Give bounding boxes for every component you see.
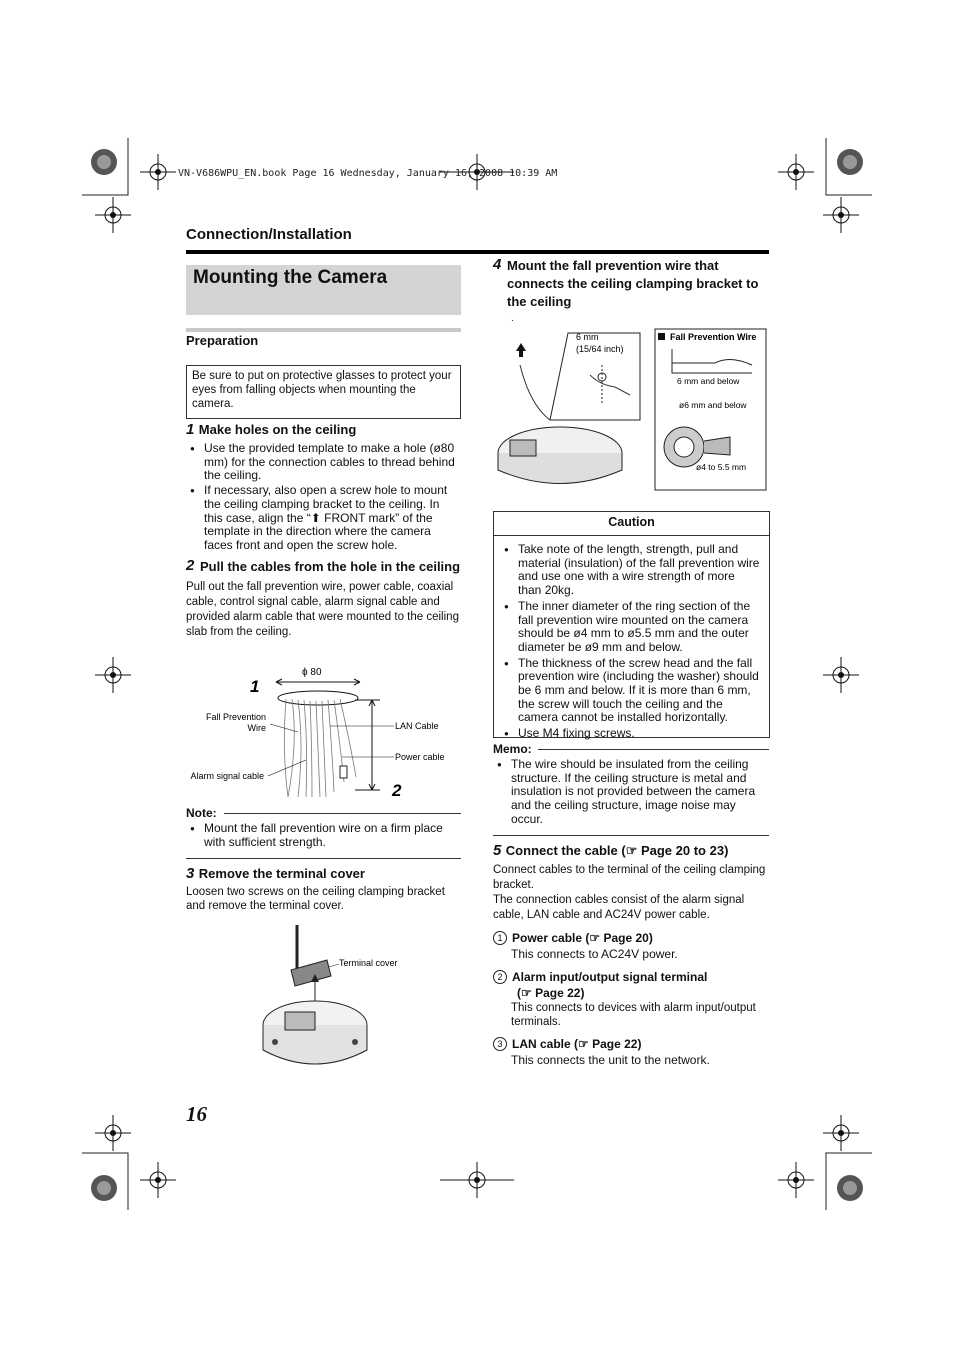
header-rule (186, 250, 769, 254)
step3 (186, 865, 461, 913)
camera-terminal (510, 440, 536, 456)
caution-bullet: ● The thickness of the screw head and the fall prevention wire (including the washer) should be 6 mm and below. If it is more than 6 mm, the screw will touch the ceiling and the camera cannot be installed horizontally. (500, 657, 761, 726)
bracket-screw (352, 1039, 358, 1045)
circle-number: 1 (493, 931, 507, 945)
terminal-cover-label: Terminal cover (339, 958, 398, 968)
cable-item-desc: This connects to devices with alarm input/output terminals. (511, 1002, 756, 1028)
caution-box (493, 511, 770, 741)
fall-wire-label: Fall Prevention (205, 712, 266, 722)
step3-number: 3 (186, 865, 195, 882)
title-box (186, 265, 461, 315)
step2 (186, 558, 461, 640)
fig-step-1: 1 (250, 677, 260, 696)
cable-item-title: LAN cable (☞ Page 22) (512, 1037, 642, 1051)
step1-bullet: ● If necessary, also open a screw hole to mount the ceiling clamping bracket to the ceiling. In this case, align the “⬆ FRONT mark” of the template in the direction where the camera faces front and open the screw hole. (186, 484, 461, 553)
ceiling-hole (278, 691, 358, 705)
note-end-rule (186, 858, 461, 859)
circle-number: 2 (493, 970, 507, 984)
up-arrow-icon (516, 343, 526, 357)
step1-title: Make holes on the ceiling (198, 422, 357, 437)
step4 (493, 257, 769, 324)
memo-label: Memo: (493, 742, 532, 756)
note-label: Note: (186, 806, 217, 820)
section-heading: Connection/Installation (186, 226, 352, 243)
phi4-label: ø4 to 5.5 mm (696, 462, 747, 472)
cable-item-3 (493, 1035, 769, 1068)
ring-inner (674, 437, 694, 457)
fall-wire-label: Wire (247, 723, 266, 733)
page-title: Mounting the Camera (193, 267, 388, 288)
lan-connector (340, 766, 347, 778)
bracket-screw (272, 1039, 278, 1045)
step5-text: Connect cables to the terminal of the ceiling clamping bracket. (493, 864, 766, 891)
terminal-cover-figure (255, 920, 455, 1080)
step3-title: Remove the terminal cover (198, 866, 365, 881)
leader-terminal (329, 964, 339, 967)
page-number: 16 (186, 1102, 207, 1126)
caution-heading: Caution (608, 515, 655, 529)
preparation-heading: Preparation (186, 333, 259, 348)
below6-label: 6 mm and below (677, 376, 740, 386)
cable-item-desc: This connects the unit to the network. (511, 1053, 710, 1067)
fall-wire-figure (490, 325, 770, 495)
cable-item-1 (493, 929, 769, 962)
cables-figure (180, 662, 465, 802)
memo-bullet: ● The wire should be insulated from the ceiling structure. If the ceiling structure is metal and insulation is not provided between the camera and the ceiling structure, image noise may occur. (493, 758, 769, 827)
cable-bundle (284, 699, 356, 797)
caution-bullet: ● Take note of the length, strength, pull and material (insulation) of the fall prevention wire and use one with a wire strength of more than 20kg. (500, 543, 761, 598)
note-bullet: ● Mount the fall prevention wire on a firm place with sufficient strength. (186, 822, 461, 849)
step4-title: Mount the fall prevention wire that connects the ceiling clamping bracket to the ceiling (507, 258, 759, 309)
mm6-label: 6 mm (576, 332, 599, 342)
caution-bullet: ● Use M4 fixing screws. (500, 727, 761, 741)
lan-label: LAN Cable (395, 721, 439, 731)
cable-item-2 (493, 968, 769, 1029)
step2-text: Pull out the fall prevention wire, power cable, coaxial cable, control signal cable, alarm signal cable and provided alarm cable that were mounted to the ceiling slab from the ceiling. (186, 581, 459, 638)
step5-number: 5 (493, 842, 502, 859)
caution-bullet: ● The inner diameter of the ring section of the fall prevention wire mounted on the camera should be ø4 mm to ø5.5 mm and the outer diameter be ø9 mm and below. (500, 600, 761, 655)
step1-number: 1 (186, 421, 195, 438)
preparation-rule (186, 328, 461, 332)
power-label: Power cable (395, 752, 445, 762)
terminal-block (285, 1012, 315, 1030)
phi6-label: ø6 mm and below (679, 400, 747, 410)
step5-title: Connect the cable (☞ Page 20 to 23) (505, 843, 729, 858)
cable-item-title-cont: (☞ Page 22) (517, 986, 585, 1000)
step3-text: Loosen two screws on the ceiling clamping bracket and remove the terminal cover. (186, 886, 445, 912)
bracket-body (263, 1025, 367, 1064)
step1 (186, 421, 461, 553)
camera-body (498, 453, 622, 484)
fpw-square-icon (658, 333, 665, 340)
step1-bullet: ● Use the provided template to make a hole (ø80 mm) for the connection cables to thread behind the ceiling. (186, 442, 461, 483)
note-rule (224, 813, 461, 814)
memo-end-rule (493, 835, 769, 836)
circle-number: 3 (493, 1037, 507, 1051)
cable-item-title: Alarm input/output signal terminal (512, 970, 708, 984)
wire-line (520, 365, 550, 420)
step2-title: Pull the cables from the hole in the ceiling (200, 559, 461, 574)
diameter-label: ϕ 80 (302, 667, 322, 678)
step4-dot: . (511, 313, 514, 324)
inch-label: (15/64 inch) (576, 344, 624, 354)
alarm-label: Alarm signal cable (190, 771, 264, 781)
preparation-note: Be sure to put on protective glasses to protect your eyes from falling objects when mounting the camera. (186, 365, 461, 419)
cable-item-desc: This connects to AC24V power. (511, 947, 678, 961)
fpw-label: Fall Prevention Wire (670, 332, 757, 342)
step5 (493, 842, 769, 1068)
cable-item-title: Power cable (☞ Page 20) (512, 931, 653, 945)
print-info: VN-V686WPU_EN.book Page 16 Wednesday, January 16, 2008 10:39 AM (178, 168, 558, 179)
memo-rule (538, 749, 769, 750)
step5-text: The connection cables consist of the alarm signal cable, LAN cable and AC24V power cable. (493, 894, 745, 921)
fig-step-2: 2 (392, 781, 402, 800)
step4-number: 4 (493, 256, 502, 273)
step2-number: 2 (186, 557, 195, 574)
